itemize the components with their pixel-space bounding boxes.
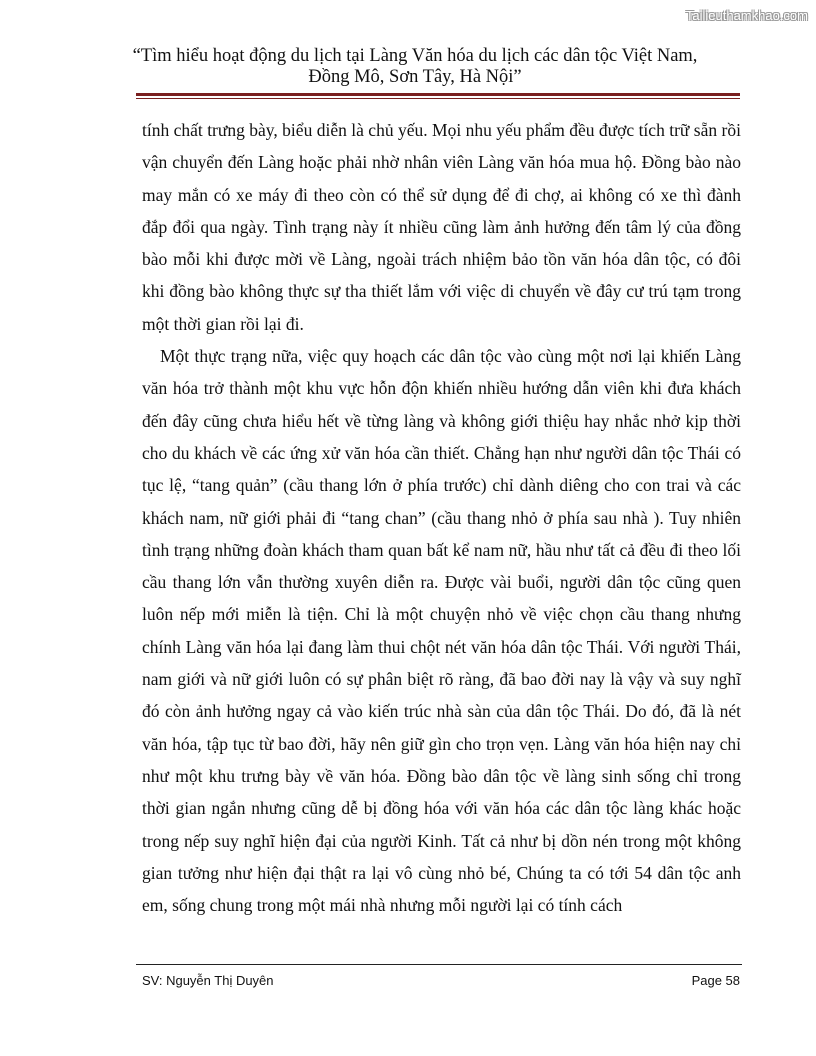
paragraph: tính chất trưng bày, biểu diễn là chủ yếu. Mọi nhu yếu phẩm đều được tích trữ sẵn rồi vận chuyển đến Làng hoặc phải nhờ nhân viên Làng văn hóa mua hộ. Đồng bào nào may mắn có xe máy đi theo còn có thể sử dụng để đi chợ, ai không có xe thì đành đắp đổi qua ngày. Tình trạng này ít nhiều cũng làm ảnh hưởng đến tâm lý của đồng bào mỗi khi được mời về Làng, ngoài trách nhiệm bảo tồn văn hóa dân tộc, có đôi khi đồng bào không thực sự tha thiết lắm với việc di chuyển về đây cư trú tạm trong một thời gian rồi lại đi. <box>142 120 741 334</box>
header-line-2: Đồng Mô, Sơn Tây, Hà Nội” <box>308 67 522 87</box>
footer-author: SV: Nguyễn Thị Duyên <box>142 973 274 988</box>
header-rule-thin <box>136 98 740 99</box>
header-rule-thick <box>136 93 740 96</box>
watermark: Tailieuthamkhao.com <box>685 8 808 23</box>
paragraph: Một thực trạng nữa, việc quy hoạch các dân tộc vào cùng một nơi lại khiến Làng văn hóa trở thành một khu vực hỗn độn khiến nhiều hướng dẫn viên khi đưa khách đến đây cũng chưa hiểu hết về từng làng và không giới thiệu hay nhắc nhở kịp thời cho du khách về các ứng xử văn hóa cần thiết. Chẳng hạn như người dân tộc Thái có tục lệ, “tang quản” (cầu thang lớn ở phía trước) chỉ dành diêng cho con trai và các khách nam, nữ giới phải đi “tang chan” (cầu thang nhỏ ở phía sau nhà ). Tuy nhiên tình trạng những đoàn khách tham quan bất kể nam nữ, hầu như tất cả đều đi theo lối cầu thang lớn vẫn thường xuyên diễn ra. Được vài buổi, người dân tộc cũng quen luôn nếp mới miễn là tiện. Chỉ là một chuyện nhỏ về việc chọn cầu thang nhưng chính Làng văn hóa lại đang làm thui chột nét văn hóa dân tộc Thái. Với người Thái, nam giới và nữ giới luôn có sự phân biệt rõ ràng, đã bao đời nay là vậy và suy nghĩ đó còn ảnh hưởng ngay cả vào kiến trúc nhà sàn của dân tộc Thái. Do đó, đã là nét văn hóa, tập tục từ bao đời, hãy nên giữ gìn cho trọn vẹn. Làng văn hóa hiện nay chỉ như một khu trưng bày về văn hóa. Đồng bào dân tộc về làng sinh sống chỉ trong thời gian ngắn nhưng cũng dễ bị đồng hóa với văn hóa các dân tộc làng khác hoặc trong nếp suy nghĩ hiện đại của người Kinh. Tất cả như bị dồn nén trong một không gian tưởng như hiện đại thật ra lại vô cùng nhỏ bé, Chúng ta có tới 54 dân tộc anh em, sống chung trong một mái nhà nhưng mỗi người lại có tính cách <box>142 346 741 916</box>
footer <box>142 973 740 988</box>
footer-rule <box>136 964 742 965</box>
body-text <box>142 114 741 921</box>
running-header <box>100 46 730 88</box>
header-line-1: “Tìm hiểu hoạt động du lịch tại Làng Văn hóa du lịch các dân tộc Việt Nam, <box>132 46 698 66</box>
page-number: Page 58 <box>691 973 740 988</box>
